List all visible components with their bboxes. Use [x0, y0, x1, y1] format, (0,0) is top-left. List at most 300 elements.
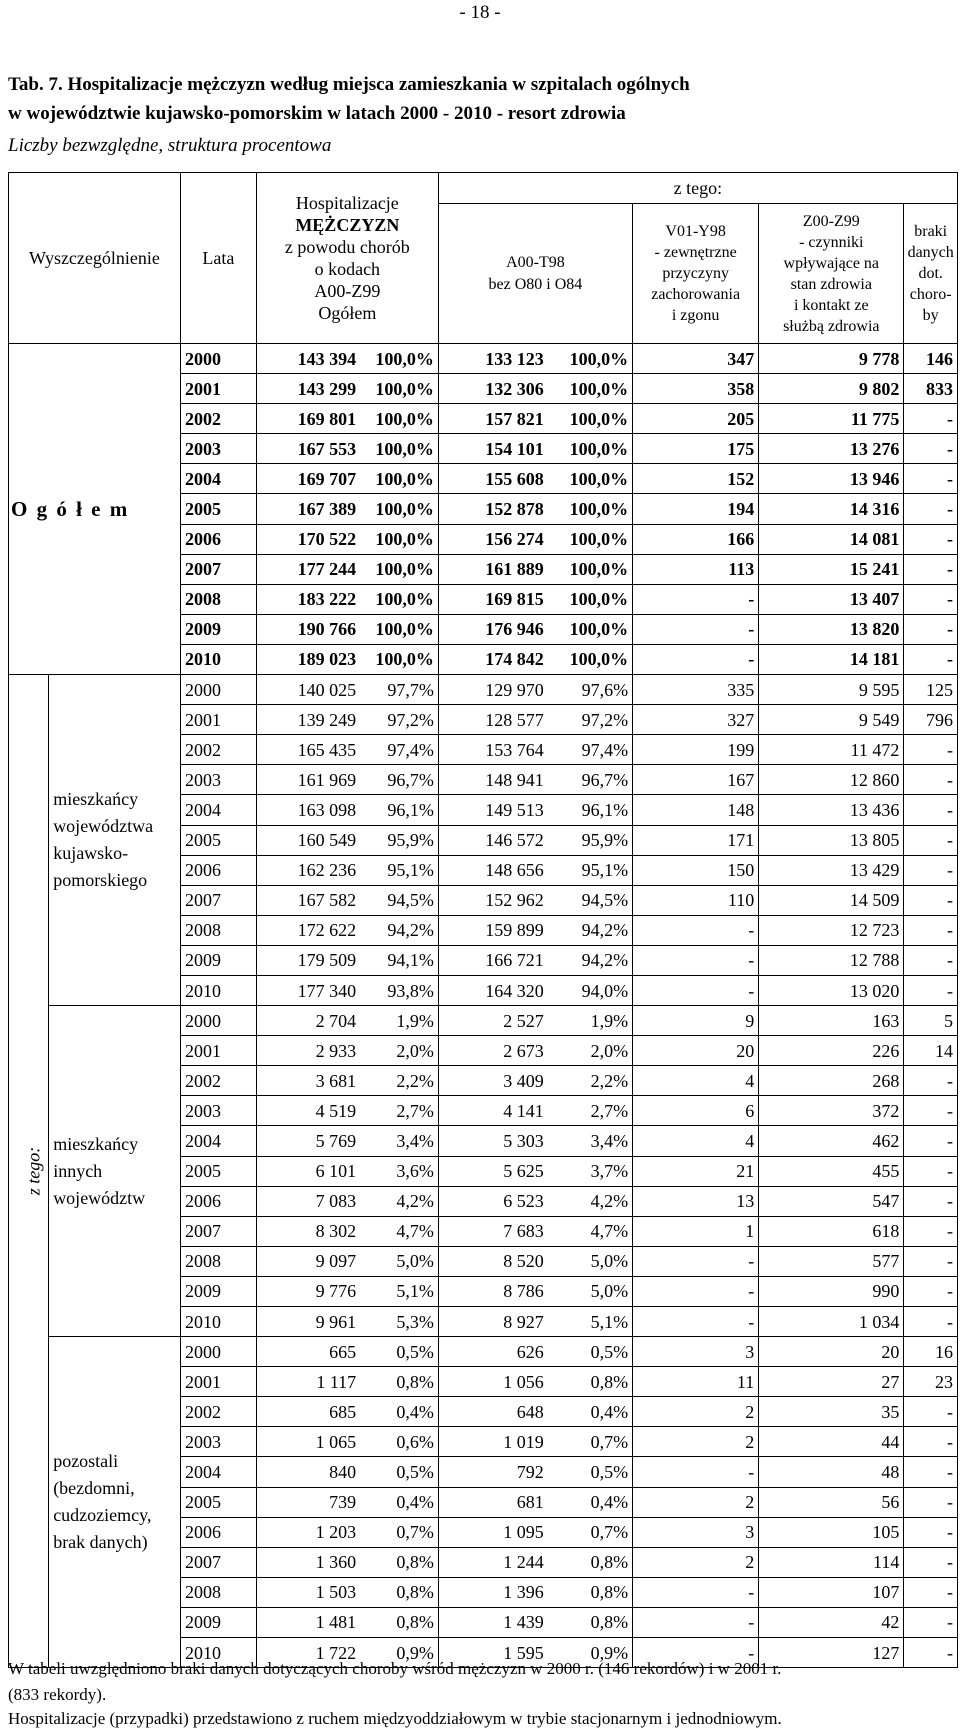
- cell-year: 2008: [180, 915, 256, 945]
- cell-ogolem-value: 190 766: [256, 614, 360, 644]
- cell-a00-pct: 95,9%: [548, 825, 633, 855]
- z00-line-6: służbą zdrowia: [783, 317, 880, 335]
- cell-v01-value: -: [633, 975, 759, 1005]
- cell-ogolem-value: 160 549: [256, 825, 360, 855]
- cell-ogolem-value: 179 509: [256, 945, 360, 975]
- cell-ogolem-value: 1 722: [256, 1638, 360, 1668]
- cell-z00-value: 12 723: [759, 915, 904, 945]
- header-z00-z99: [759, 204, 904, 344]
- cell-ogolem-value: 172 622: [256, 915, 360, 945]
- cell-braki-value: -: [904, 735, 958, 765]
- cell-z00-value: 618: [759, 1216, 904, 1246]
- row-label-group3-line-4: brak danych): [53, 1532, 148, 1553]
- cell-a00-pct: 0,4%: [548, 1397, 633, 1427]
- table-row: [9, 1006, 958, 1036]
- cell-a00-value: 148 941: [438, 765, 547, 795]
- cell-ogolem-pct: 0,6%: [360, 1427, 438, 1457]
- cell-z00-value: 268: [759, 1066, 904, 1096]
- table-row: [9, 675, 958, 705]
- cell-year: 2009: [180, 1607, 256, 1637]
- row-label-group3-line-3: cudzoziemcy,: [53, 1505, 152, 1526]
- cell-a00-value: 4 141: [438, 1096, 547, 1126]
- cell-braki-value: -: [904, 855, 958, 885]
- cell-ogolem-value: 9 961: [256, 1307, 360, 1337]
- z00-line-1: Z00-Z99: [802, 212, 860, 230]
- cell-ogolem-value: 3 681: [256, 1066, 360, 1096]
- cell-a00-value: 157 821: [438, 404, 547, 434]
- table-title: [8, 70, 958, 128]
- cell-ogolem-value: 177 244: [256, 554, 360, 584]
- cell-a00-value: 153 764: [438, 735, 547, 765]
- header-wyszczegolnienie: Wyszczególnienie: [9, 173, 181, 344]
- braki-line-5: by: [922, 307, 939, 324]
- cell-ogolem-pct: 100,0%: [360, 554, 438, 584]
- footnote-hospitalizacje: Hospitalizacje (przypadki) przedstawiono z ruchem międzyoddziałowym w trybie stacjonarnym i jednodniowym.: [8, 1709, 782, 1728]
- hosp-line-5: A00-Z99: [314, 281, 381, 301]
- cell-a00-value: 156 274: [438, 524, 547, 554]
- cell-v01-value: -: [633, 1457, 759, 1487]
- cell-v01-value: 13: [633, 1186, 759, 1216]
- cell-ogolem-pct: 4,2%: [360, 1186, 438, 1216]
- cell-ogolem-value: 139 249: [256, 705, 360, 735]
- cell-year: 2003: [180, 1096, 256, 1126]
- cell-braki-value: -: [904, 404, 958, 434]
- braki-line-4: choro-: [909, 286, 952, 303]
- cell-year: 2005: [180, 1487, 256, 1517]
- cell-year: 2004: [180, 1457, 256, 1487]
- cell-v01-value: 3: [633, 1517, 759, 1547]
- cell-ogolem-value: 665: [256, 1337, 360, 1367]
- cell-z00-value: 226: [759, 1036, 904, 1066]
- cell-year: 2010: [180, 644, 256, 674]
- cell-v01-value: -: [633, 945, 759, 975]
- cell-z00-value: 13 805: [759, 825, 904, 855]
- cell-a00-value: 152 962: [438, 885, 547, 915]
- cell-a00-pct: 94,2%: [548, 915, 633, 945]
- cell-v01-value: 347: [633, 344, 759, 374]
- z00-line-2: - czynniki: [799, 233, 864, 251]
- cell-year: 2000: [180, 1337, 256, 1367]
- cell-year: 2007: [180, 1547, 256, 1577]
- cell-a00-pct: 0,8%: [548, 1577, 633, 1607]
- cell-ogolem-pct: 97,7%: [360, 675, 438, 705]
- cell-z00-value: 13 946: [759, 464, 904, 494]
- cell-z00-value: 105: [759, 1517, 904, 1547]
- cell-v01-value: -: [633, 614, 759, 644]
- cell-ogolem-value: 1 065: [256, 1427, 360, 1457]
- cell-a00-value: 159 899: [438, 915, 547, 945]
- cell-a00-value: 161 889: [438, 554, 547, 584]
- cell-z00-value: 27: [759, 1367, 904, 1397]
- cell-ogolem-pct: 0,4%: [360, 1397, 438, 1427]
- cell-ogolem-pct: 96,1%: [360, 795, 438, 825]
- cell-braki-value: -: [904, 1577, 958, 1607]
- cell-year: 2007: [180, 554, 256, 584]
- cell-a00-value: 164 320: [438, 975, 547, 1005]
- cell-a00-pct: 0,9%: [548, 1638, 633, 1668]
- cell-v01-value: -: [633, 1577, 759, 1607]
- cell-ogolem-pct: 97,2%: [360, 705, 438, 735]
- cell-v01-value: 2: [633, 1397, 759, 1427]
- cell-ogolem-value: 143 299: [256, 374, 360, 404]
- cell-braki-value: 5: [904, 1006, 958, 1036]
- cell-ogolem-value: 739: [256, 1487, 360, 1517]
- cell-a00-pct: 96,1%: [548, 795, 633, 825]
- cell-ogolem-value: 9 776: [256, 1276, 360, 1306]
- cell-braki-value: 16: [904, 1337, 958, 1367]
- cell-a00-pct: 0,7%: [548, 1427, 633, 1457]
- cell-a00-pct: 100,0%: [548, 614, 633, 644]
- cell-a00-value: 174 842: [438, 644, 547, 674]
- cell-year: 2000: [180, 1006, 256, 1036]
- cell-ogolem-value: 6 101: [256, 1156, 360, 1186]
- footnote-braki-line-1: W tabeli uwzględniono braki danych dotyczących choroby wśród mężczyzn w 2000 r. (146 rekordów) i w 2001 r.: [8, 1659, 782, 1678]
- cell-v01-value: 166: [633, 524, 759, 554]
- cell-year: 2003: [180, 434, 256, 464]
- cell-z00-value: 14 509: [759, 885, 904, 915]
- table-subtitle: Liczby bezwzględne, struktura procentowa: [8, 135, 332, 156]
- cell-ogolem-pct: 100,0%: [360, 404, 438, 434]
- cell-z00-value: 547: [759, 1186, 904, 1216]
- cell-a00-pct: 100,0%: [548, 464, 633, 494]
- header-a00-t98: [438, 204, 632, 344]
- cell-z00-value: 11 775: [759, 404, 904, 434]
- cell-v01-value: 11: [633, 1367, 759, 1397]
- cell-braki-value: 125: [904, 675, 958, 705]
- cell-z00-value: 990: [759, 1276, 904, 1306]
- cell-year: 2000: [180, 675, 256, 705]
- row-label-group3-line-2: (bezdomni,: [53, 1478, 135, 1499]
- cell-ogolem-value: 165 435: [256, 735, 360, 765]
- cell-a00-pct: 0,4%: [548, 1487, 633, 1517]
- cell-braki-value: -: [904, 614, 958, 644]
- cell-braki-value: -: [904, 1638, 958, 1668]
- cell-a00-value: 8 786: [438, 1276, 547, 1306]
- cell-braki-value: -: [904, 1066, 958, 1096]
- cell-year: 2007: [180, 1216, 256, 1246]
- cell-ogolem-pct: 97,4%: [360, 735, 438, 765]
- cell-v01-value: 150: [633, 855, 759, 885]
- cell-v01-value: 1: [633, 1216, 759, 1246]
- cell-z00-value: 56: [759, 1487, 904, 1517]
- cell-ogolem-pct: 94,1%: [360, 945, 438, 975]
- cell-ogolem-pct: 100,0%: [360, 464, 438, 494]
- cell-braki-value: -: [904, 915, 958, 945]
- cell-v01-value: 327: [633, 705, 759, 735]
- cell-a00-value: 1 439: [438, 1607, 547, 1637]
- cell-ogolem-value: 169 707: [256, 464, 360, 494]
- table-body: [9, 344, 958, 1668]
- cell-z00-value: 13 276: [759, 434, 904, 464]
- cell-braki-value: -: [904, 1427, 958, 1457]
- cell-braki-value: -: [904, 825, 958, 855]
- cell-braki-value: -: [904, 1457, 958, 1487]
- cell-braki-value: -: [904, 1517, 958, 1547]
- cell-z00-value: 13 407: [759, 584, 904, 614]
- cell-z00-value: 48: [759, 1457, 904, 1487]
- cell-z00-value: 114: [759, 1547, 904, 1577]
- cell-a00-value: 169 815: [438, 584, 547, 614]
- cell-year: 2000: [180, 344, 256, 374]
- cell-z00-value: 12 788: [759, 945, 904, 975]
- cell-a00-pct: 4,7%: [548, 1216, 633, 1246]
- cell-braki-value: -: [904, 464, 958, 494]
- cell-v01-value: -: [633, 644, 759, 674]
- cell-ogolem-pct: 100,0%: [360, 584, 438, 614]
- cell-year: 2008: [180, 1246, 256, 1276]
- cell-year: 2010: [180, 1307, 256, 1337]
- cell-v01-value: 167: [633, 765, 759, 795]
- cell-braki-value: -: [904, 434, 958, 464]
- cell-z00-value: 44: [759, 1427, 904, 1457]
- cell-braki-value: -: [904, 1246, 958, 1276]
- row-label-ogolem: O g ó ł e m: [9, 344, 181, 675]
- cell-ogolem-value: 170 522: [256, 524, 360, 554]
- cell-ogolem-pct: 0,8%: [360, 1547, 438, 1577]
- cell-braki-value: -: [904, 554, 958, 584]
- cell-ogolem-value: 8 302: [256, 1216, 360, 1246]
- cell-year: 2006: [180, 1517, 256, 1547]
- cell-a00-pct: 100,0%: [548, 374, 633, 404]
- v01-line-3: przyczyny: [662, 265, 729, 282]
- cell-braki-value: 833: [904, 374, 958, 404]
- cell-v01-value: 110: [633, 885, 759, 915]
- cell-braki-value: -: [904, 1186, 958, 1216]
- cell-year: 2002: [180, 1397, 256, 1427]
- cell-v01-value: 175: [633, 434, 759, 464]
- page-number: - 18 -: [459, 2, 501, 23]
- cell-a00-pct: 100,0%: [548, 554, 633, 584]
- row-label-group1-line-3: kujawsko-: [53, 843, 129, 864]
- z00-line-3: wpływające na: [783, 254, 880, 272]
- row-label-group3: [49, 1337, 181, 1668]
- cell-z00-value: 15 241: [759, 554, 904, 584]
- cell-braki-value: -: [904, 1307, 958, 1337]
- cell-a00-pct: 5,0%: [548, 1276, 633, 1306]
- cell-ogolem-value: 1 203: [256, 1517, 360, 1547]
- cell-v01-value: 205: [633, 404, 759, 434]
- cell-year: 2004: [180, 795, 256, 825]
- row-label-group2: [49, 1006, 181, 1337]
- cell-v01-value: 113: [633, 554, 759, 584]
- cell-ogolem-pct: 0,5%: [360, 1337, 438, 1367]
- cell-z00-value: 9 549: [759, 705, 904, 735]
- cell-ogolem-value: 167 389: [256, 494, 360, 524]
- cell-z00-value: 462: [759, 1126, 904, 1156]
- cell-ogolem-pct: 0,8%: [360, 1577, 438, 1607]
- cell-year: 2002: [180, 1066, 256, 1096]
- cell-ogolem-pct: 3,4%: [360, 1126, 438, 1156]
- cell-a00-pct: 100,0%: [548, 404, 633, 434]
- cell-braki-value: -: [904, 1126, 958, 1156]
- cell-ogolem-pct: 2,2%: [360, 1066, 438, 1096]
- cell-a00-pct: 97,2%: [548, 705, 633, 735]
- cell-ogolem-value: 1 360: [256, 1547, 360, 1577]
- cell-ogolem-pct: 0,4%: [360, 1487, 438, 1517]
- cell-ogolem-value: 140 025: [256, 675, 360, 705]
- cell-a00-value: 152 878: [438, 494, 547, 524]
- cell-year: 2006: [180, 524, 256, 554]
- cell-ogolem-pct: 93,8%: [360, 975, 438, 1005]
- cell-a00-value: 7 683: [438, 1216, 547, 1246]
- cell-ogolem-pct: 95,9%: [360, 825, 438, 855]
- cell-a00-value: 2 673: [438, 1036, 547, 1066]
- cell-ogolem-pct: 100,0%: [360, 344, 438, 374]
- header-lata: Lata: [180, 173, 256, 344]
- cell-a00-value: 133 123: [438, 344, 547, 374]
- cell-ogolem-pct: 96,7%: [360, 765, 438, 795]
- cell-a00-value: 1 095: [438, 1517, 547, 1547]
- cell-a00-pct: 94,0%: [548, 975, 633, 1005]
- cell-z00-value: 14 181: [759, 644, 904, 674]
- cell-a00-value: 148 656: [438, 855, 547, 885]
- cell-year: 2003: [180, 765, 256, 795]
- cell-year: 2009: [180, 614, 256, 644]
- cell-z00-value: 14 316: [759, 494, 904, 524]
- cell-z00-value: 9 778: [759, 344, 904, 374]
- a00-line-1: A00-T98: [506, 253, 565, 271]
- cell-ogolem-pct: 0,9%: [360, 1638, 438, 1668]
- braki-line-1: braki: [914, 223, 948, 240]
- cell-z00-value: 42: [759, 1607, 904, 1637]
- cell-ogolem-value: 9 097: [256, 1246, 360, 1276]
- cell-ogolem-value: 1 503: [256, 1577, 360, 1607]
- cell-a00-pct: 0,8%: [548, 1367, 633, 1397]
- cell-a00-value: 2 527: [438, 1006, 547, 1036]
- cell-ogolem-value: 840: [256, 1457, 360, 1487]
- braki-line-3: dot.: [918, 265, 943, 282]
- cell-ogolem-value: 4 519: [256, 1096, 360, 1126]
- row-label-group3-line-1: pozostali: [53, 1451, 119, 1472]
- cell-a00-value: 132 306: [438, 374, 547, 404]
- cell-year: 2005: [180, 825, 256, 855]
- cell-v01-value: 4: [633, 1126, 759, 1156]
- cell-a00-pct: 2,0%: [548, 1036, 633, 1066]
- cell-a00-value: 626: [438, 1337, 547, 1367]
- header-v01-y98: [633, 204, 759, 344]
- cell-a00-pct: 2,2%: [548, 1066, 633, 1096]
- cell-v01-value: 21: [633, 1156, 759, 1186]
- cell-z00-value: 14 081: [759, 524, 904, 554]
- cell-a00-pct: 1,9%: [548, 1006, 633, 1036]
- cell-v01-value: -: [633, 1638, 759, 1668]
- row-label-group2-line-2: innych: [53, 1160, 103, 1181]
- cell-year: 2004: [180, 1126, 256, 1156]
- cell-year: 2005: [180, 494, 256, 524]
- cell-braki-value: -: [904, 1397, 958, 1427]
- cell-a00-pct: 94,5%: [548, 885, 633, 915]
- cell-a00-value: 1 396: [438, 1577, 547, 1607]
- cell-ogolem-value: 183 222: [256, 584, 360, 614]
- cell-ogolem-value: 167 582: [256, 885, 360, 915]
- cell-a00-pct: 95,1%: [548, 855, 633, 885]
- cell-v01-value: 171: [633, 825, 759, 855]
- cell-z00-value: 107: [759, 1577, 904, 1607]
- cell-ogolem-pct: 5,1%: [360, 1276, 438, 1306]
- v01-line-4: zachorowania: [651, 286, 741, 303]
- cell-v01-value: -: [633, 1307, 759, 1337]
- cell-ogolem-value: 143 394: [256, 344, 360, 374]
- hosp-line-2: MĘŻCZYZN: [295, 215, 400, 235]
- cell-braki-value: -: [904, 1096, 958, 1126]
- cell-ogolem-pct: 2,0%: [360, 1036, 438, 1066]
- cell-z00-value: 577: [759, 1246, 904, 1276]
- cell-z00-value: 13 429: [759, 855, 904, 885]
- cell-a00-pct: 2,7%: [548, 1096, 633, 1126]
- z-tego-text: z tego:: [23, 1146, 44, 1196]
- cell-ogolem-pct: 0,7%: [360, 1517, 438, 1547]
- cell-z00-value: 12 860: [759, 765, 904, 795]
- cell-a00-pct: 100,0%: [548, 434, 633, 464]
- cell-braki-value: -: [904, 885, 958, 915]
- cell-a00-value: 129 970: [438, 675, 547, 705]
- hosp-line-1: Hospitalizacje: [295, 193, 399, 213]
- cell-ogolem-value: 1 481: [256, 1607, 360, 1637]
- cell-ogolem-value: 685: [256, 1397, 360, 1427]
- cell-v01-value: -: [633, 1276, 759, 1306]
- cell-a00-value: 1 244: [438, 1547, 547, 1577]
- cell-ogolem-pct: 1,9%: [360, 1006, 438, 1036]
- cell-z00-value: 372: [759, 1096, 904, 1126]
- cell-v01-value: 335: [633, 675, 759, 705]
- cell-braki-value: -: [904, 1607, 958, 1637]
- footnote-braki-line-2: (833 rekordy).: [8, 1685, 107, 1704]
- cell-ogolem-value: 162 236: [256, 855, 360, 885]
- cell-a00-value: 3 409: [438, 1066, 547, 1096]
- cell-v01-value: 358: [633, 374, 759, 404]
- cell-z00-value: 9 595: [759, 675, 904, 705]
- cell-braki-value: 796: [904, 705, 958, 735]
- cell-v01-value: 152: [633, 464, 759, 494]
- cell-braki-value: -: [904, 494, 958, 524]
- cell-year: 2001: [180, 1367, 256, 1397]
- row-label-group2-line-1: mieszkańcy: [53, 1133, 139, 1154]
- cell-a00-value: 166 721: [438, 945, 547, 975]
- cell-year: 2009: [180, 1276, 256, 1306]
- cell-braki-value: -: [904, 644, 958, 674]
- row-label-group1-line-4: pomorskiego: [53, 870, 148, 891]
- cell-ogolem-value: 1 117: [256, 1367, 360, 1397]
- cell-v01-value: 2: [633, 1427, 759, 1457]
- cell-year: 2006: [180, 1186, 256, 1216]
- cell-ogolem-pct: 100,0%: [360, 374, 438, 404]
- cell-a00-pct: 3,4%: [548, 1126, 633, 1156]
- table-row: [9, 1337, 958, 1367]
- cell-v01-value: -: [633, 584, 759, 614]
- cell-a00-value: 146 572: [438, 825, 547, 855]
- title-line-1: Tab. 7. Hospitalizacje mężczyzn według miejsca zamieszkania w szpitalach ogólnych: [8, 74, 690, 95]
- cell-z00-value: 1 034: [759, 1307, 904, 1337]
- cell-ogolem-value: 2 933: [256, 1036, 360, 1066]
- braki-line-2: danych: [907, 244, 954, 261]
- cell-year: 2003: [180, 1427, 256, 1457]
- cell-a00-pct: 100,0%: [548, 494, 633, 524]
- cell-v01-value: 194: [633, 494, 759, 524]
- cell-ogolem-pct: 5,0%: [360, 1246, 438, 1276]
- cell-v01-value: 6: [633, 1096, 759, 1126]
- cell-a00-value: 155 608: [438, 464, 547, 494]
- cell-z00-value: 127: [759, 1638, 904, 1668]
- hospitalization-table: [8, 172, 958, 1668]
- cell-year: 2007: [180, 885, 256, 915]
- cell-a00-pct: 100,0%: [548, 644, 633, 674]
- cell-a00-value: 149 513: [438, 795, 547, 825]
- cell-z00-value: 163: [759, 1006, 904, 1036]
- a00-line-2: bez O80 i O84: [488, 275, 583, 293]
- cell-z00-value: 455: [759, 1156, 904, 1186]
- cell-a00-value: 648: [438, 1397, 547, 1427]
- cell-ogolem-pct: 3,6%: [360, 1156, 438, 1186]
